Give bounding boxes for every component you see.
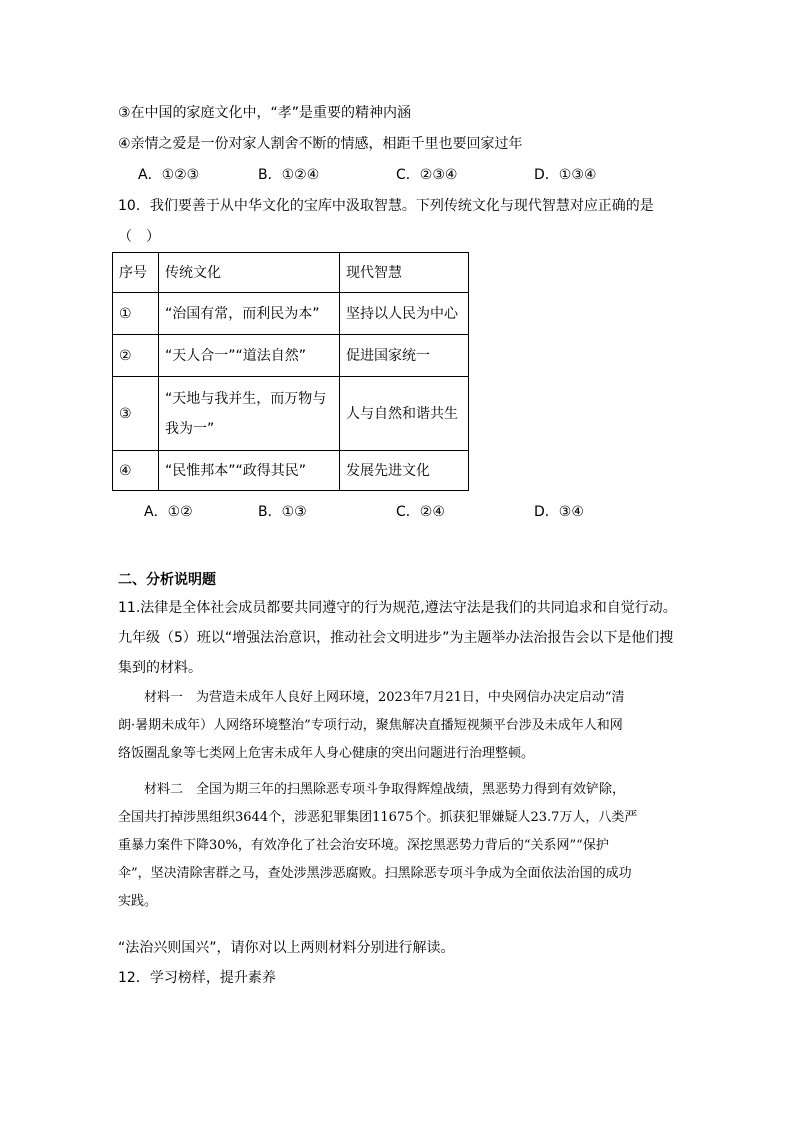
q10-option-a[interactable]: A．①② bbox=[144, 504, 193, 520]
row-culture-line-2: 我为一” bbox=[165, 420, 215, 437]
statement-4: ④亲情之爱是一份对家人割舍不断的情感，相距千里也要回家过年 bbox=[118, 136, 523, 152]
q10-option-c[interactable]: C．②④ bbox=[396, 504, 445, 520]
row-culture: “民惟邦本”“政得其民” bbox=[159, 451, 340, 491]
row-number: ④ bbox=[113, 451, 159, 491]
material-2-line-2: 全国共打掉涉黑组织3644个，涉恶犯罪集团11675个。抓获犯罪嫌疑人23.7万人，八类严 bbox=[118, 810, 638, 825]
table-row bbox=[113, 451, 469, 491]
material-1-line-1: 材料一 为营造未成年人良好上网环境，2023年7月21日，中央网信办决定启动“清 bbox=[144, 690, 625, 705]
row-culture-line-1: “天地与我并生，而万物与 bbox=[165, 390, 327, 407]
material-2-line-5: 实践。 bbox=[118, 894, 158, 909]
material-1 bbox=[118, 684, 678, 768]
q11-line-1: 11.法律是全体社会成员都要共同遵守的行为规范,遵法守法是我们的共同追求和自觉行动。 bbox=[118, 600, 677, 616]
section-title: 二、分析说明题 bbox=[118, 572, 216, 588]
row-culture: “治国有常，而利民为本” bbox=[159, 293, 340, 335]
row-number: ① bbox=[113, 293, 159, 335]
q9-option-a[interactable]: A．①②③ bbox=[138, 167, 200, 183]
q10-stem: 10．我们要善于从中华文化的宝库中汲取智慧。下列传统文化与现代智慧对应正确的是 bbox=[118, 198, 654, 214]
row-wisdom: 人与自然和谐共生 bbox=[340, 377, 469, 451]
q9-option-c[interactable]: C．②③④ bbox=[396, 167, 458, 183]
header-number: 序号 bbox=[113, 253, 159, 293]
q11-question: “法治兴则国兴”，请你对以上两则材料分别进行解读。 bbox=[118, 940, 455, 956]
q10-option-b[interactable]: B．①③ bbox=[258, 504, 307, 520]
q10-option-d[interactable]: D．③④ bbox=[534, 504, 584, 520]
row-culture bbox=[159, 377, 340, 451]
row-number: ② bbox=[113, 335, 159, 377]
q12-stem: 12．学习榜样，提升素养 bbox=[118, 970, 276, 986]
table-header-row bbox=[113, 253, 469, 293]
header-culture: 传统文化 bbox=[159, 253, 340, 293]
table-row bbox=[113, 377, 469, 451]
table-row bbox=[113, 335, 469, 377]
row-wisdom: 促进国家统一 bbox=[340, 335, 469, 377]
header-wisdom: 现代智慧 bbox=[340, 253, 469, 293]
material-2-line-3: 重暴力案件下降30%，有效净化了社会治安环境。深挖黑恶势力背后的“关系网”“保护 bbox=[118, 838, 609, 853]
material-2 bbox=[118, 776, 678, 916]
material-2-line-4: 伞”，坚决清除害群之马，查处涉黑涉恶腐败。扫黑除恶专项斗争成为全面依法治国的成功 bbox=[118, 866, 632, 881]
material-2-line-1: 材料二 全国为期三年的扫黑除恶专项斗争取得辉煌战绩，黑恶势力得到有效铲除， bbox=[144, 782, 626, 797]
statement-3: ③在中国的家庭文化中，“孝”是重要的精神内涵 bbox=[118, 105, 412, 121]
row-culture: “天人合一”“道法自然” bbox=[159, 335, 340, 377]
row-wisdom: 发展先进文化 bbox=[340, 451, 469, 491]
q9-option-b[interactable]: B．①②④ bbox=[258, 167, 320, 183]
table-row bbox=[113, 293, 469, 335]
row-number: ③ bbox=[113, 377, 159, 451]
row-wisdom: 坚持以人民为中心 bbox=[340, 293, 469, 335]
q11-line-3: 集到的材料。 bbox=[118, 660, 202, 676]
material-1-line-2: 朗·暑期未成年）人网络环境整治”专项行动，聚焦解决直播短视频平台涉及未成年人和网 bbox=[118, 718, 623, 733]
q11-line-2: 九年级（5）班以“增强法治意识，推动社会文明进步”为主题举办法治报告会以下是他们搜 bbox=[118, 630, 674, 646]
q10-answer-paren: （ ） bbox=[118, 229, 160, 245]
material-1-line-3: 络饭圈乱象等七类网上危害未成年人身心健康的突出问题进行治理整顿。 bbox=[118, 746, 535, 761]
q9-option-d[interactable]: D．①③④ bbox=[534, 167, 597, 183]
q10-table bbox=[112, 252, 469, 491]
